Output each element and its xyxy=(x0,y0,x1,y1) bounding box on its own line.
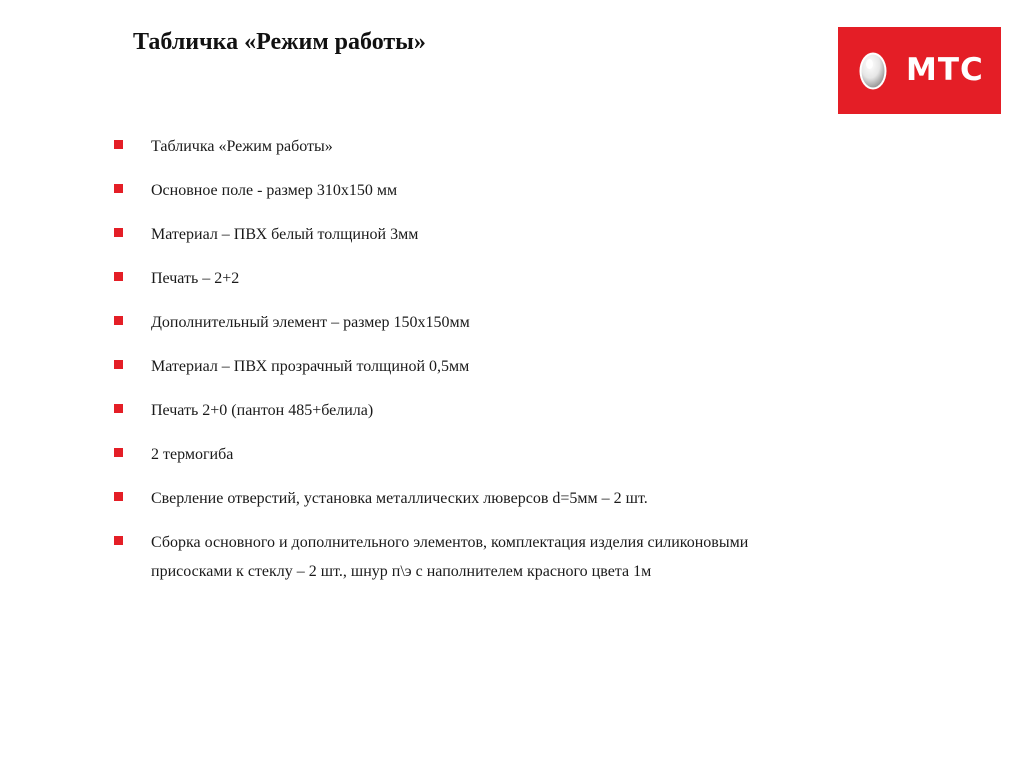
list-item xyxy=(114,308,754,337)
list-item xyxy=(114,484,754,513)
bullet-square-icon xyxy=(114,316,123,325)
list-item-text: Печать 2+0 (пантон 485+белила) xyxy=(151,402,374,419)
list-item xyxy=(114,132,754,161)
list-item-text: Сборка основного и дополнительного элементов, комплектация изделия силиконовыми присосками к стеклу – 2 шт., шнур п\э с наполнителем красного цвета 1м xyxy=(151,534,749,580)
list-item-text: Табличка «Режим работы» xyxy=(151,138,333,155)
bullet-square-icon xyxy=(114,272,123,281)
list-item-text: Сверление отверстий, установка металлических люверсов d=5мм – 2 шт. xyxy=(151,490,648,507)
list-item xyxy=(114,396,754,425)
bullet-square-icon xyxy=(114,404,123,413)
egg-logo-icon xyxy=(858,49,888,91)
list-item-text: Основное поле - размер 310х150 мм xyxy=(151,182,398,199)
mts-logo xyxy=(838,27,1001,114)
list-item xyxy=(114,176,754,205)
list-item-text: Дополнительный элемент – размер 150х150мм xyxy=(151,314,470,331)
bullet-list xyxy=(114,132,754,601)
bullet-square-icon xyxy=(114,360,123,369)
list-item-text: Печать – 2+2 xyxy=(151,270,240,287)
bullet-square-icon xyxy=(114,492,123,501)
bullet-square-icon xyxy=(114,448,123,457)
list-item xyxy=(114,440,754,469)
list-item-text: 2 термогиба xyxy=(151,446,234,463)
page-title: Табличка «Режим работы» xyxy=(133,29,426,55)
list-item xyxy=(114,352,754,381)
logo-text: МТС xyxy=(906,52,984,88)
bullet-square-icon xyxy=(114,536,123,545)
bullet-square-icon xyxy=(114,228,123,237)
list-item xyxy=(114,528,754,586)
list-item-text: Материал – ПВХ прозрачный толщиной 0,5мм xyxy=(151,358,470,375)
list-item xyxy=(114,264,754,293)
list-item-text: Материал – ПВХ белый толщиной 3мм xyxy=(151,226,419,243)
bullet-square-icon xyxy=(114,184,123,193)
bullet-square-icon xyxy=(114,140,123,149)
list-item xyxy=(114,220,754,249)
